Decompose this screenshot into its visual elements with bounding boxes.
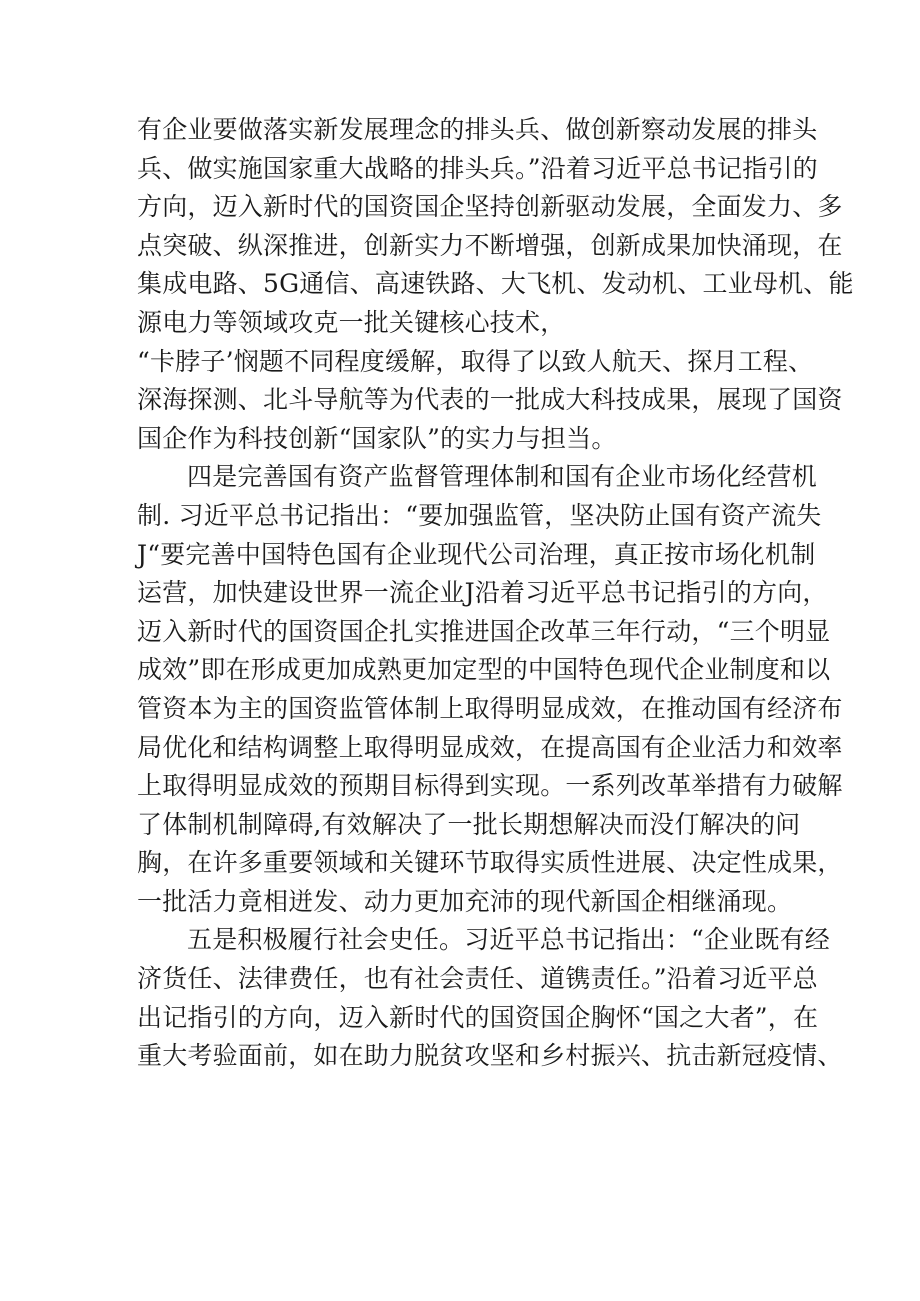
text-line: 深海探测、北斗导航等为代表的一批成大科技成果，展现了国资 xyxy=(137,385,843,415)
text-line: 了体制机制障碍,有效解决了一批长期想解决而没仃解决的问 xyxy=(137,809,801,839)
text-line: 上取得明显成效的预期目标得到实现。一系列改革举措有力破解 xyxy=(137,771,843,801)
text-line: 源电力等领域攻克一批关键核心技术， xyxy=(137,307,566,337)
text-line: 有企业要做落实新发展理念的排头兵、做创新察动发展的排头 xyxy=(137,115,818,144)
text-line: 集成电路、5G通信、高速铁路、大飞机、发动机、工业母机、能 xyxy=(137,269,854,299)
text-line: 兵、做实施国家重大战略的排头兵。”沿着习近平总书记指引的 xyxy=(137,153,818,183)
text-line: 国企作为科技创新“国家队”的实力与担当。 xyxy=(137,423,617,453)
text-line: J“要完善中国特色国有企业现代公司治理，真正按市场化机制 xyxy=(137,539,816,569)
text-line: 一批活力竟相迸发、动力更加充沛的现代新国企相继涌现。 xyxy=(137,886,793,916)
text-line: 制. 习近平总书记指出：“要加强监管，坚决防止国有资产流失 xyxy=(137,500,822,530)
text-line: 重大考验面前，如在助力脱贫攻坚和乡村振兴、抗击新冠疫情、 xyxy=(137,1041,843,1071)
text-line: 迈入新时代的国资国企扎实推进国企改革三年行动，“三个明显 xyxy=(137,616,831,646)
text-line: 管资本为主的国资监管体制上取得明显成效，在推动国有经济布 xyxy=(137,693,843,723)
text-line: 局优化和结构调整上取得明显成效，在提高国有企业活力和效率 xyxy=(137,732,843,762)
text-line: 济货任、法律费任，也有社会责任、道镌责任。”沿着习近平总 xyxy=(137,964,818,994)
text-line: 运营，加快建设世界一流企业J沿着习近平总书记指引的方向， xyxy=(137,578,828,608)
text-line: “卡脖子’悯题不同程度缓解，取得了以致人航天、探月工程、 xyxy=(137,346,814,376)
text-line: 四是完善国有资产监督管理体制和国有企业市场化经营机 xyxy=(187,462,818,492)
text-line: 出记指引的方向，迈入新时代的国资国企胸怀“国之大者”，在 xyxy=(137,1002,819,1032)
text-line: 成效”即在形成更加成熟更加定型的中国特色现代企业制度和以 xyxy=(137,655,831,685)
text-line: 点突破、纵深推进，创新实力不断增强，创新成果加快涌现，在 xyxy=(137,230,843,260)
text-line: 五是积极履行社会史任。习近平总书记指出：“企业既有经 xyxy=(187,925,830,955)
body-text xyxy=(137,111,854,1076)
text-line: 方向，迈入新时代的国资国企坚持创新驱动发展，全面发力、多 xyxy=(137,192,843,222)
text-line: 胸，在许多重要领域和关键环节取得实质性进展、决定性成果， xyxy=(137,848,843,878)
